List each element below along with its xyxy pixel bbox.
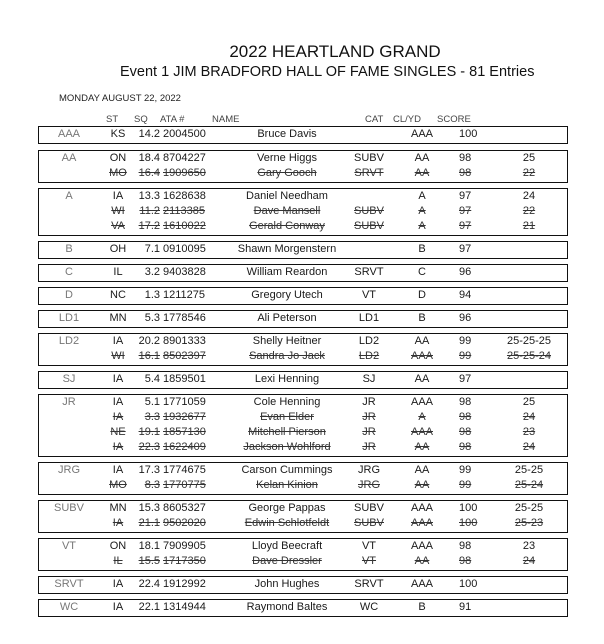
cell-cat: VT — [361, 540, 377, 552]
cell-name: Lexi Henning — [254, 373, 320, 385]
table-row — [39, 395, 567, 410]
event-subtitle: Event 1 JIM BRADFORD HALL OF FAME SINGLES - 81 Entries — [120, 64, 535, 80]
table-row — [39, 516, 567, 531]
cell-score: 100 — [459, 128, 478, 140]
cell-clyd: AA — [414, 464, 430, 476]
cell-score: 98 — [459, 152, 472, 164]
cell-st: KS — [110, 128, 126, 140]
cell-ata: 8901333 — [163, 335, 206, 347]
class-group — [38, 188, 568, 236]
col-header-name: NAME — [212, 114, 240, 125]
cell-sq: 16.1 — [138, 350, 160, 362]
cell-st: IL — [113, 555, 123, 567]
cell-cat: JR — [362, 441, 376, 453]
col-header-sq: SQ — [134, 114, 148, 125]
cell-name: Mitchell Pierson — [248, 426, 326, 438]
cell-cat: SRVT — [354, 167, 384, 179]
cell-sq: 5.1 — [144, 396, 160, 408]
cell-ata: 1859501 — [163, 373, 206, 385]
class-group — [38, 599, 568, 617]
cell-sq: 7.1 — [144, 243, 160, 255]
class-label: AA — [61, 152, 77, 164]
cell-st: IA — [112, 411, 124, 423]
cell-clyd: A — [418, 220, 426, 232]
cell-shootoff: 25-24 — [514, 479, 544, 491]
cell-score: 98 — [459, 396, 472, 408]
cell-score: 96 — [459, 312, 472, 324]
cell-shootoff: 23 — [522, 540, 536, 552]
cell-st: WI — [111, 350, 125, 362]
cell-st: IA — [112, 190, 124, 202]
cell-st: IL — [113, 266, 123, 278]
class-group — [38, 576, 568, 594]
cell-clyd: AA — [414, 373, 430, 385]
class-label: LD1 — [58, 312, 80, 324]
col-header-ata: ATA # — [160, 114, 185, 125]
cell-shootoff: 24 — [522, 190, 536, 202]
class-group — [38, 287, 568, 305]
cell-score: 98 — [459, 426, 472, 438]
class-label: AAA — [57, 128, 80, 140]
class-label: LD2 — [58, 335, 80, 347]
cell-st: NE — [110, 426, 126, 438]
col-header-cat: CAT — [365, 114, 384, 125]
table-row — [39, 166, 567, 181]
cell-score: 100 — [459, 502, 478, 514]
cell-name: Verne Higgs — [257, 152, 317, 164]
table-row — [39, 577, 567, 592]
cell-sq: 3.2 — [144, 266, 160, 278]
cell-sq: 21.1 — [138, 517, 160, 529]
cell-score: 100 — [459, 517, 478, 529]
cell-score: 96 — [459, 266, 472, 278]
cell-st: MN — [109, 502, 127, 514]
cell-st: NC — [110, 289, 126, 301]
cell-name: Kelan Kinion — [256, 479, 318, 491]
cell-ata: 8605327 — [163, 502, 206, 514]
cell-score: 91 — [459, 601, 472, 613]
cell-st: IA — [112, 441, 124, 453]
cell-cat: WC — [359, 601, 379, 613]
cell-sq: 5.3 — [144, 312, 160, 324]
cell-shootoff: 25 — [522, 396, 536, 408]
cell-shootoff: 25-23 — [514, 517, 544, 529]
cell-st: IA — [112, 464, 124, 476]
cell-ata: 1770775 — [163, 479, 206, 491]
class-label: JR — [62, 396, 76, 408]
table-row — [39, 600, 567, 615]
class-group — [38, 500, 568, 533]
table-row — [39, 501, 567, 516]
cell-clyd: A — [418, 190, 426, 202]
cell-score: 99 — [459, 350, 472, 362]
cell-name: Shawn Morgenstern — [237, 243, 337, 255]
cell-sq: 15.3 — [138, 502, 160, 514]
cell-sq: 20.2 — [138, 335, 160, 347]
cell-ata: 1314944 — [163, 601, 206, 613]
cell-ata: 1610022 — [163, 220, 206, 232]
cell-score: 99 — [459, 479, 472, 491]
cell-st: MN — [109, 312, 127, 324]
cell-clyd: B — [418, 243, 426, 255]
cell-st: VA — [111, 220, 125, 232]
cell-cat: SUBV — [354, 152, 384, 164]
cell-cat: JR — [362, 411, 376, 423]
cell-sq: 16.4 — [138, 167, 160, 179]
cell-st: IA — [112, 517, 124, 529]
cell-name: George Pappas — [248, 502, 326, 514]
cell-name: Dave Mansell — [253, 205, 321, 217]
class-group — [38, 333, 568, 366]
class-label: A — [65, 190, 73, 202]
class-group — [38, 462, 568, 495]
cell-name: Evan Elder — [260, 411, 314, 423]
class-group — [38, 310, 568, 328]
cell-clyd: AAA — [410, 350, 433, 362]
cell-clyd: AAA — [410, 578, 433, 590]
table-row — [39, 242, 567, 257]
cell-score: 97 — [459, 373, 472, 385]
cell-score: 99 — [459, 335, 472, 347]
class-group — [38, 264, 568, 282]
class-group — [38, 150, 568, 183]
column-header-row — [0, 114, 604, 126]
cell-cat: LD2 — [358, 335, 380, 347]
cell-ata: 1774675 — [163, 464, 206, 476]
cell-cat: LD2 — [358, 350, 380, 362]
cell-name: Jackson Wohlford — [243, 441, 331, 453]
cell-name: Raymond Baltes — [246, 601, 328, 613]
cell-cat: SUBV — [354, 502, 384, 514]
cell-sq: 22.1 — [138, 601, 160, 613]
table-row — [39, 554, 567, 569]
cell-sq: 8.3 — [144, 479, 160, 491]
cell-clyd: AAA — [410, 540, 433, 552]
cell-shootoff: 21 — [522, 220, 536, 232]
cell-shootoff: 25-25-25 — [506, 335, 552, 347]
class-group — [38, 371, 568, 389]
col-header-st: ST — [106, 114, 119, 125]
event-date: MONDAY AUGUST 22, 2022 — [59, 93, 181, 104]
cell-score: 99 — [459, 464, 472, 476]
cell-sq: 17.2 — [138, 220, 160, 232]
cell-name: Edwin Schlotfeldt — [244, 517, 330, 529]
cell-shootoff: 25-25 — [514, 502, 544, 514]
cell-name: Dave Dressler — [252, 555, 322, 567]
cell-clyd: A — [418, 205, 426, 217]
cell-ata: 9403828 — [163, 266, 206, 278]
cell-score: 98 — [459, 540, 472, 552]
cell-ata: 1909650 — [163, 167, 206, 179]
cell-st: IA — [112, 578, 124, 590]
class-label: D — [65, 289, 73, 301]
cell-ata: 1857130 — [163, 426, 206, 438]
cell-name: John Hughes — [254, 578, 320, 590]
cell-clyd: AAA — [410, 502, 433, 514]
cell-ata: 1211275 — [163, 289, 206, 301]
table-row — [39, 349, 567, 364]
cell-name: Sandra Jo Jack — [249, 350, 325, 362]
cell-ata: 2113385 — [163, 205, 206, 217]
cell-shootoff: 22 — [522, 167, 536, 179]
cell-cat: SRVT — [354, 578, 384, 590]
table-row — [39, 151, 567, 166]
cell-clyd: AA — [414, 335, 430, 347]
class-label: SUBV — [54, 502, 84, 514]
cell-clyd: B — [418, 601, 426, 613]
table-row — [39, 265, 567, 280]
cell-sq: 18.1 — [138, 540, 160, 552]
cell-score: 97 — [459, 205, 472, 217]
cell-shootoff: 24 — [522, 555, 536, 567]
cell-score: 97 — [459, 243, 472, 255]
cell-ata: 1932677 — [163, 411, 206, 423]
cell-score: 100 — [459, 578, 478, 590]
cell-shootoff: 25 — [522, 152, 536, 164]
table-row — [39, 463, 567, 478]
cell-clyd: C — [418, 266, 426, 278]
cell-ata: 9502020 — [163, 517, 206, 529]
col-header-score: SCORE — [437, 114, 471, 125]
cell-clyd: AA — [414, 555, 430, 567]
cell-clyd: AAA — [410, 128, 433, 140]
cell-sq: 22.3 — [138, 441, 160, 453]
cell-st: MO — [109, 479, 127, 491]
cell-ata: 8502397 — [163, 350, 206, 362]
cell-sq: 11.2 — [139, 205, 160, 217]
class-group — [38, 394, 568, 457]
class-label: JRG — [58, 464, 80, 476]
class-group — [38, 538, 568, 571]
report-title: 2022 HEARTLAND GRAND — [229, 42, 441, 61]
cell-cat: SUBV — [354, 205, 384, 217]
cell-shootoff: 25-25-24 — [506, 350, 552, 362]
cell-clyd: AA — [414, 152, 430, 164]
cell-name: Gerald Conway — [249, 220, 325, 232]
cell-name: Gregory Utech — [251, 289, 323, 301]
cell-name: Daniel Needham — [246, 190, 328, 202]
cell-ata: 1912992 — [163, 578, 206, 590]
cell-sq: 17.3 — [138, 464, 160, 476]
table-row — [39, 425, 567, 440]
cell-name: Carson Cummings — [241, 464, 333, 476]
cell-name: Cole Henning — [253, 396, 321, 408]
cell-sq: 18.4 — [138, 152, 160, 164]
cell-name: Bruce Davis — [257, 128, 317, 140]
class-label: WC — [59, 601, 79, 613]
cell-cat: JR — [362, 396, 376, 408]
cell-clyd: AA — [414, 479, 430, 491]
class-label: SRVT — [54, 578, 84, 590]
cell-sq: 15.5 — [138, 555, 160, 567]
table-row — [39, 311, 567, 326]
col-header-clyd: CL/YD — [393, 114, 421, 125]
table-row — [39, 372, 567, 387]
table-row — [39, 440, 567, 455]
cell-score: 94 — [459, 289, 472, 301]
cell-cat: SJ — [362, 373, 376, 385]
cell-clyd: AAA — [410, 426, 433, 438]
cell-cat: JRG — [358, 479, 380, 491]
cell-st: ON — [109, 152, 127, 164]
cell-shootoff: 24 — [522, 441, 536, 453]
class-label: B — [65, 243, 73, 255]
cell-st: ON — [109, 540, 127, 552]
cell-clyd: AAA — [410, 517, 433, 529]
class-label: C — [65, 266, 73, 278]
cell-sq: 1.3 — [144, 289, 160, 301]
cell-cat: LD1 — [358, 312, 380, 324]
class-group — [38, 241, 568, 259]
cell-shootoff: 25-25 — [514, 464, 544, 476]
table-row — [39, 334, 567, 349]
cell-clyd: B — [418, 312, 426, 324]
cell-clyd: D — [418, 289, 426, 301]
cell-cat: VT — [361, 289, 377, 301]
cell-score: 98 — [459, 411, 472, 423]
cell-ata: 2004500 — [163, 128, 206, 140]
cell-shootoff: 23 — [522, 426, 536, 438]
class-label: SJ — [62, 373, 76, 385]
cell-sq: 22.4 — [138, 578, 160, 590]
cell-ata: 0910095 — [163, 243, 206, 255]
cell-cat: SRVT — [354, 266, 384, 278]
cell-st: IA — [112, 373, 124, 385]
cell-score: 97 — [459, 190, 472, 202]
table-row — [39, 219, 567, 234]
cell-ata: 1778546 — [163, 312, 206, 324]
cell-st: IA — [112, 396, 124, 408]
cell-st: WI — [111, 205, 125, 217]
cell-shootoff: 22 — [522, 205, 536, 217]
cell-ata: 8704227 — [163, 152, 206, 164]
cell-sq: 5.4 — [144, 373, 160, 385]
cell-score: 98 — [459, 555, 472, 567]
cell-name: Ali Peterson — [257, 312, 317, 324]
cell-name: Shelly Heitner — [252, 335, 322, 347]
cell-cat: JR — [362, 426, 376, 438]
cell-shootoff: 24 — [522, 411, 536, 423]
cell-ata: 1771059 — [163, 396, 206, 408]
cell-clyd: A — [418, 411, 426, 423]
cell-st: IA — [112, 335, 124, 347]
cell-sq: 19.1 — [138, 426, 160, 438]
class-group — [38, 126, 568, 144]
cell-ata: 7909905 — [163, 540, 206, 552]
table-row — [39, 204, 567, 219]
table-row — [39, 127, 567, 142]
cell-ata: 1628638 — [163, 190, 206, 202]
cell-cat: JRG — [358, 464, 380, 476]
cell-score: 98 — [459, 441, 472, 453]
cell-clyd: AAA — [410, 396, 433, 408]
cell-sq: 3.3 — [144, 411, 160, 423]
table-row — [39, 288, 567, 303]
cell-ata: 1622409 — [163, 441, 206, 453]
cell-ata: 1717350 — [163, 555, 206, 567]
cell-name: William Reardon — [246, 266, 328, 278]
class-label: VT — [61, 540, 77, 552]
cell-cat: SUBV — [354, 220, 384, 232]
table-row — [39, 410, 567, 425]
cell-score: 98 — [459, 167, 472, 179]
cell-clyd: AA — [414, 441, 430, 453]
cell-sq: 14.2 — [138, 128, 160, 140]
cell-cat: SUBV — [354, 517, 384, 529]
table-row — [39, 478, 567, 493]
cell-name: Gary Gooch — [257, 167, 317, 179]
table-row — [39, 539, 567, 554]
table-row — [39, 189, 567, 204]
cell-name: Lloyd Beecraft — [251, 540, 323, 552]
cell-score: 97 — [459, 220, 472, 232]
cell-st: OH — [109, 243, 127, 255]
cell-clyd: AA — [414, 167, 430, 179]
cell-cat: VT — [361, 555, 377, 567]
cell-st: IA — [112, 601, 124, 613]
cell-st: MO — [109, 167, 127, 179]
cell-sq: 13.3 — [138, 190, 160, 202]
